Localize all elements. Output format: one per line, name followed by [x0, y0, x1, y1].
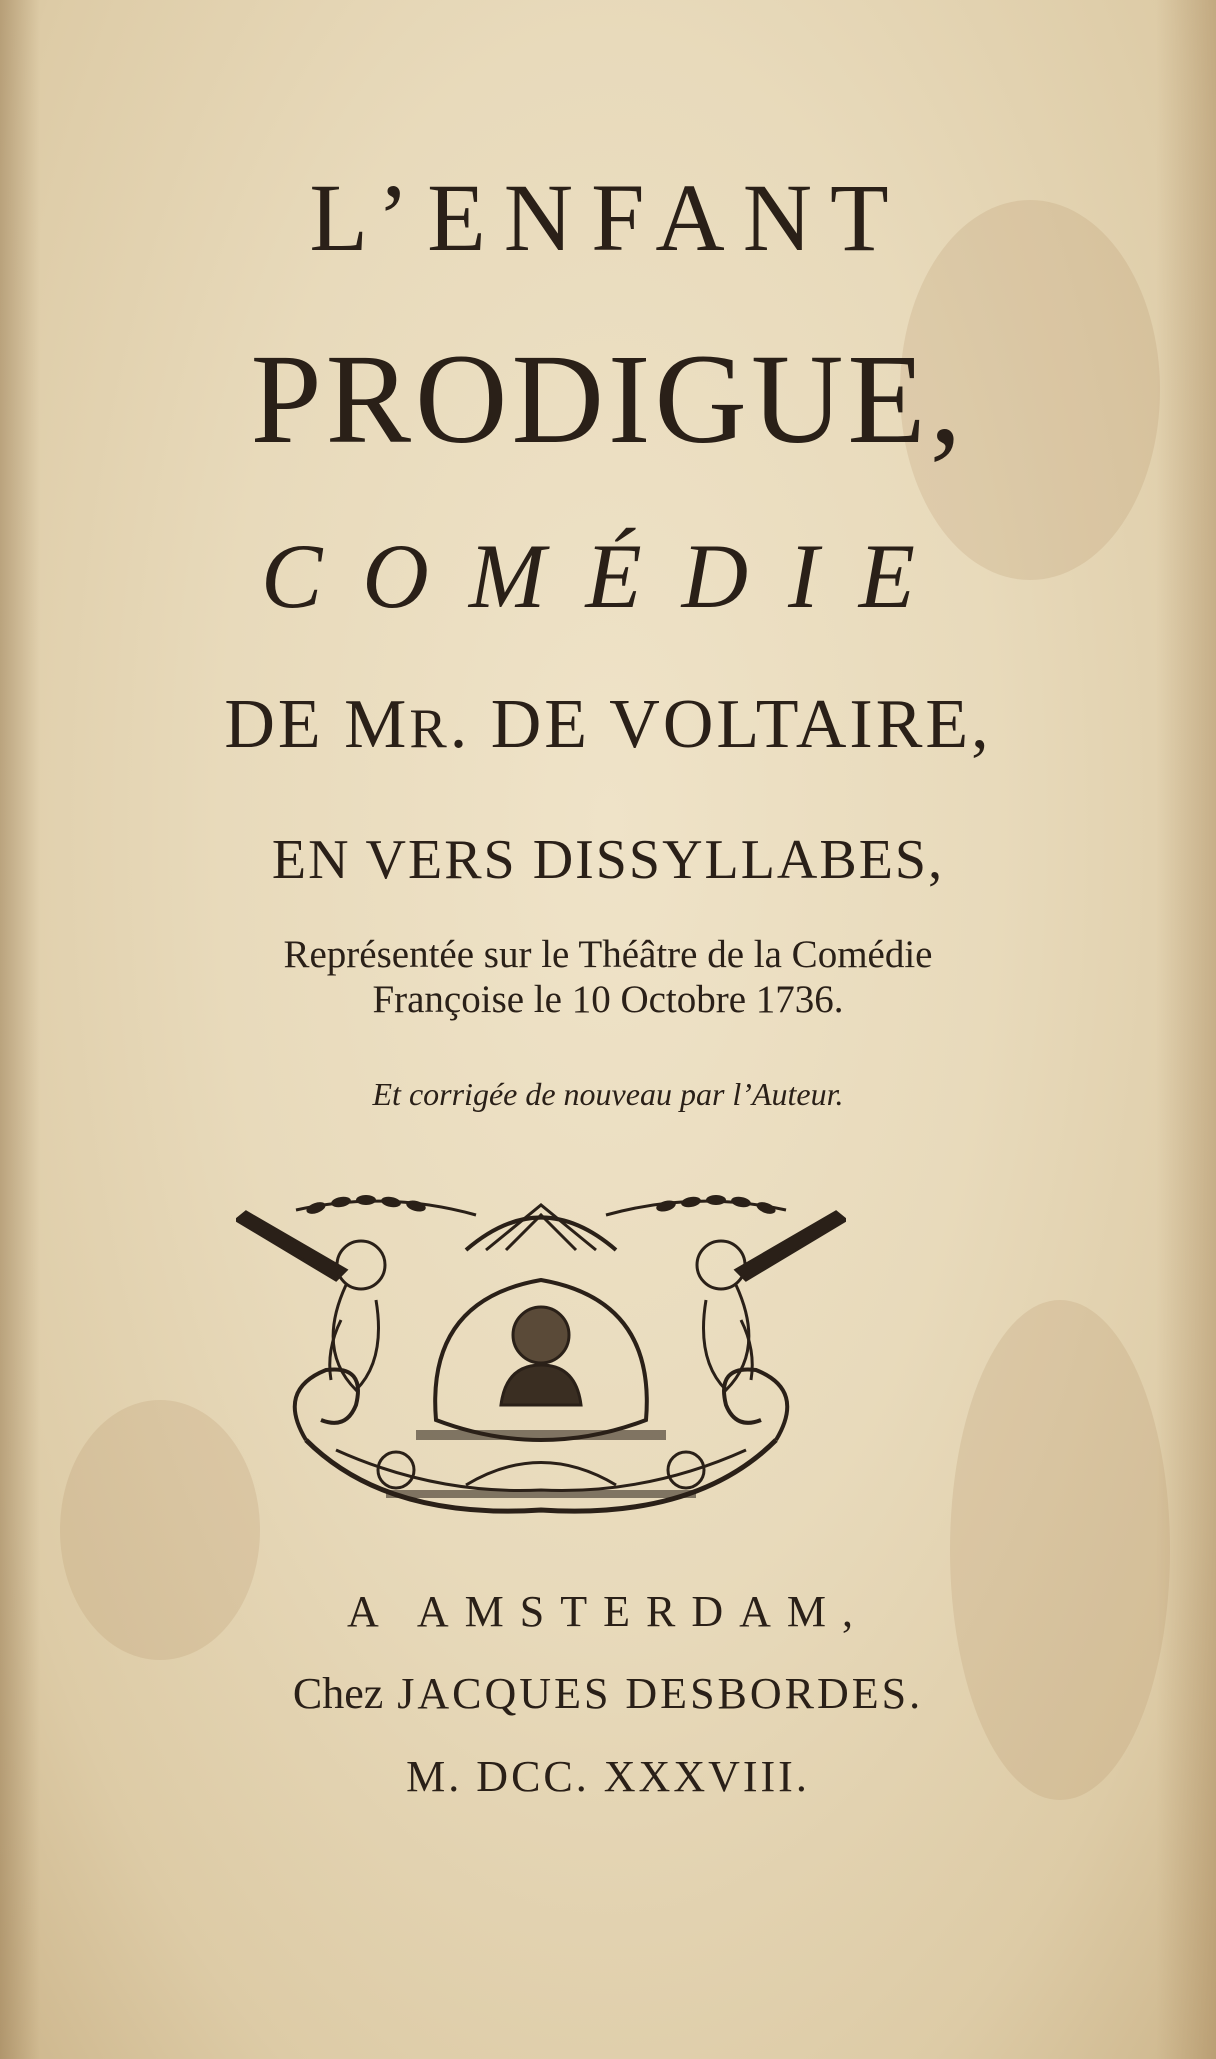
author-rest: . DE VOLTAIRE,	[449, 686, 992, 763]
genre-line: COMÉDIE	[261, 525, 955, 627]
imprint-publisher	[0, 1669, 1216, 1718]
publisher-prefix: Chez	[292, 1669, 384, 1718]
page-edge-shadow-left	[0, 0, 40, 2059]
author-line	[0, 686, 1216, 763]
title-line-1: L’ENFANT	[309, 164, 907, 271]
performance-line-2: Françoise le 10 Octobre 1736.	[372, 978, 844, 1021]
imprint-place: A AMSTERDAM,	[346, 1587, 870, 1636]
paper-stain	[950, 1300, 1170, 1800]
author-prefix: DE M	[224, 686, 410, 763]
imprint-year: M. DCC. XXXVIII.	[406, 1752, 810, 1801]
verse-line: EN VERS DISSYLLABES,	[271, 829, 945, 891]
correction-note: Et corrigée de nouveau par l’Auteur.	[372, 1076, 844, 1112]
performance-line-1: Représentée sur le Théâtre de la Comédie	[283, 933, 933, 976]
author-abbrev: R	[409, 698, 450, 760]
title-line-2: PRODIGUE,	[250, 328, 966, 470]
page-edge-shadow-right	[1156, 0, 1216, 2059]
printer-ornament-icon	[236, 1190, 846, 1530]
publisher-name: JACQUES DESBORDES.	[397, 1669, 924, 1718]
